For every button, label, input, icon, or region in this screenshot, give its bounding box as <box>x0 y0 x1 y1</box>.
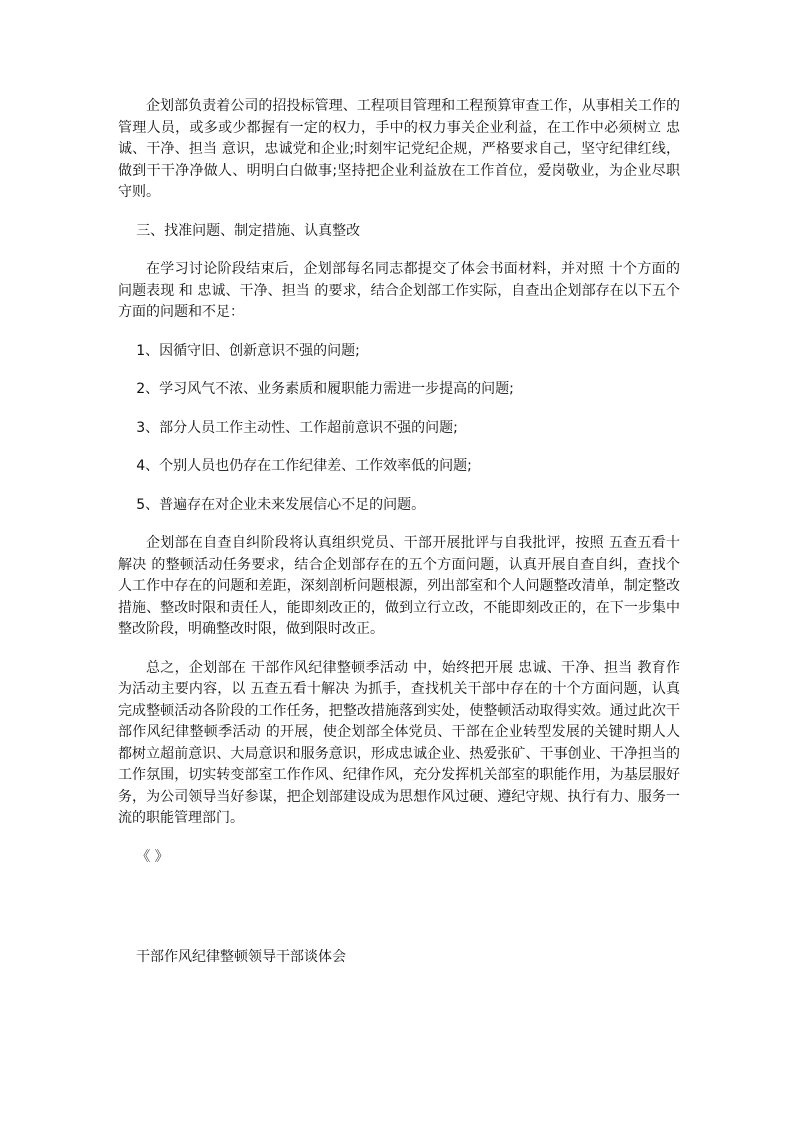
intro-paragraph: 企划部负责着公司的招投标管理、工程项目管理和工程预算审查工作，从事相关工作的管理人员，或多或少都握有一定的权力，手中的权力事关企业利益，在工作中必须树立 忠诚、干净、担当 意识，忠诚党和企业;时刻牢记党纪企规，严格要求自己，坚守纪律红线，做到干干净净做人、明明白白做事;坚持把企业利益放在工作首位，爱岗敬业，为企业尽职守则。 <box>118 98 680 200</box>
summary-paragraph: 总之，企划部在 干部作风纪律整顿季活动 中，始终把开展 忠诚、干净、担当 教育作为活动主要内容，以 五查五看十解决 为抓手，查找机关干部中存在的十个方面问题，认真完成整顿活动各阶段的工作任务，把整改措施落到实处，使整顿活动取得实效。通过此次干部作风纪律整顿季活动 的开展，使企划部全体党员、干部在企业转型发展的关键时期人人都树立超前意识、大局意识和服务意识，形成忠诚企业、热爱张矿、干事创业、干净担当的工作氛围，切实转变部室工作作风、纪律作风，充分发挥机关部室的职能作用，为基层服好务，为公司领导当好参谋，把企划部建设成为思想作风过硬、遵纪守规、执行有力、服务一流的职能管理部门。 <box>118 659 680 826</box>
rectification-paragraph: 企划部在自查自纠阶段将认真组织党员、干部开展批评与自我批评，按照 五查五看十解决 的整顿活动任务要求，结合企划部存在的五个方面问题，认真开展自查自纠，查找个人工作中存在的问题和差距，深刻剖析问题根源，列出部室和个人问题整改清单，制定整改措施、整改时限和责任人，能即刻改正的，做到立行立改，不能即刻改正的，在下一步集中整改阶段，明确整改时限，做到限时改正。 <box>118 535 680 637</box>
problem-item-3: 3、部分人员工作主动性、工作超前意识不强的问题; <box>136 419 458 436</box>
problem-item-2: 2、学习风气不浓、业务素质和履职能力需进一步提高的问题; <box>136 381 514 397</box>
pagination-link[interactable]: 《 》 <box>136 848 169 865</box>
problem-item-4: 4、个别人员也仍存在工作纪律差、工作效率低的问题; <box>136 458 472 474</box>
problem-item-5: 5、普遍存在对企业未来发展信心不足的问题。 <box>136 496 426 513</box>
document-body <box>118 96 680 868</box>
related-article-link[interactable]: 干部作风纪律整顿领导干部谈体会 <box>136 949 346 965</box>
problem-item-1: 1、因循守旧、创新意识不强的问题; <box>136 342 360 359</box>
self-check-paragraph: 在学习讨论阶段结束后，企划部每名同志都提交了体会书面材料，并对照 十个方面的问题表现 和 忠诚、干净、担当 的要求，结合企划部工作实际，自查出企划部存在以下五个方面的问题和不足： <box>118 261 680 320</box>
section-heading-3: 三、找准问题、制定措施、认真整改 <box>136 222 361 239</box>
